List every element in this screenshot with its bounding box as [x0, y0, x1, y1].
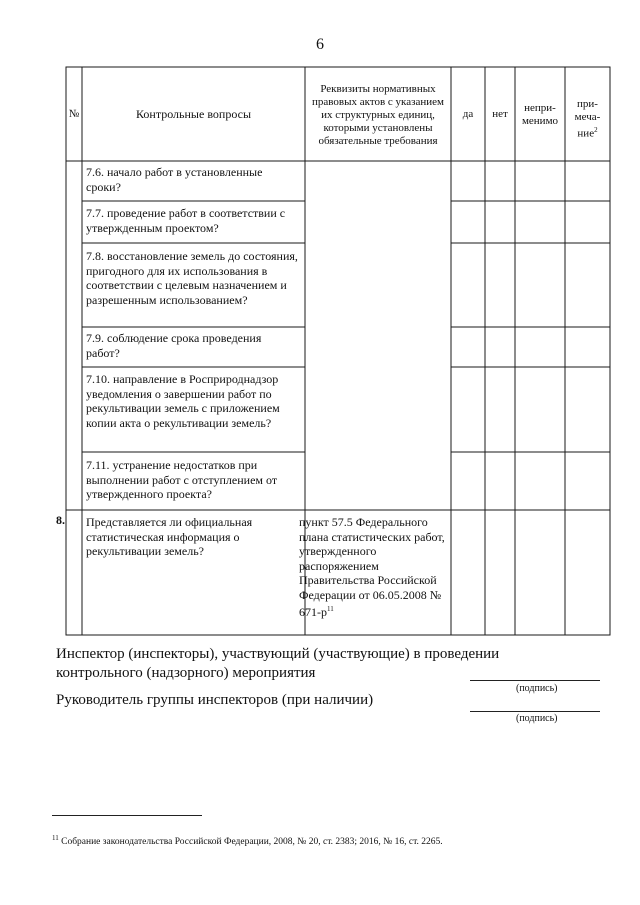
question-7-10: 7.10. направление в Росприроднадзор уведомления о завершении работ по рекультивации земель с приложением копии акта о рекультивации земель?: [86, 372, 280, 430]
leader-signature-caption: (подпись): [516, 713, 558, 724]
header-note-line3: ние$^2$: [577, 125, 598, 140]
question-7-8: 7.8. восстановление земель до состояния, пригодного для их использования в соответствии с целевым назначением и разрешенным использованием?: [86, 249, 298, 307]
requisite-8-footnote-ref: 11: [327, 605, 334, 613]
header-na-line1: непри-: [524, 102, 556, 114]
footnote-separator: [52, 815, 202, 816]
header-num: №: [68, 107, 80, 120]
header-note-sup: 2: [594, 125, 598, 134]
leader-label: Руководитель группы инспекторов (при наличии): [56, 692, 374, 708]
leader-signature-line: [470, 711, 600, 712]
requisite-8: пункт 57.5 Федерального плана статистических работ, утвержденного распоряжением Правительства Российской Федерации от 06.05.2008 № $671-р^{11}$: [299, 515, 445, 619]
footnote-marker: 11: [52, 834, 59, 842]
inspector-signature-caption: (подпись): [516, 683, 558, 694]
footnote: [52, 832, 443, 848]
header-requisites: Реквизиты нормативных правовых актов с указанием их структурных единиц, которыми установлены обязательные требования: [312, 82, 444, 147]
inspector-label-line2: контрольного (надзорного) мероприятия: [56, 665, 316, 681]
footnote-text: Собрание законодательства Российской Федерации, 2008, № 20, ст. 2383; 2016, № 16, ст. 2265.: [61, 837, 443, 848]
question-7-6: 7.6. начало работ в установленные сроки?: [86, 165, 263, 194]
question-7-9: 7.9. соблюдение срока проведения работ?: [86, 331, 262, 360]
page-number: 6: [316, 36, 324, 53]
inspector-signature-line: [470, 680, 600, 681]
question-7-11: 7.11. устранение недостатков при выполнении работ с отступлением от утвержденного проекта?: [86, 458, 278, 501]
inspector-label-line1: Инспектор (инспекторы), участвующий (участвующие) в проведении: [56, 646, 500, 662]
header-not-applicable: [515, 96, 565, 134]
question-7-7: 7.7. проведение работ в соответствии с утвержденным проектом?: [86, 206, 286, 235]
header-yes: да: [462, 107, 474, 120]
header-note-line1: при-: [577, 97, 598, 110]
header-na-line2: менимо: [521, 115, 559, 127]
question-8: Представляется ли официальная статистическая информация о рекультивации земель?: [86, 515, 253, 558]
header-note: [565, 96, 610, 142]
header-note-line2: меча-: [574, 110, 601, 123]
header-question: Контрольные вопросы: [135, 106, 252, 121]
header-no: нет: [492, 107, 508, 120]
row8-num: 8.: [56, 513, 65, 527]
